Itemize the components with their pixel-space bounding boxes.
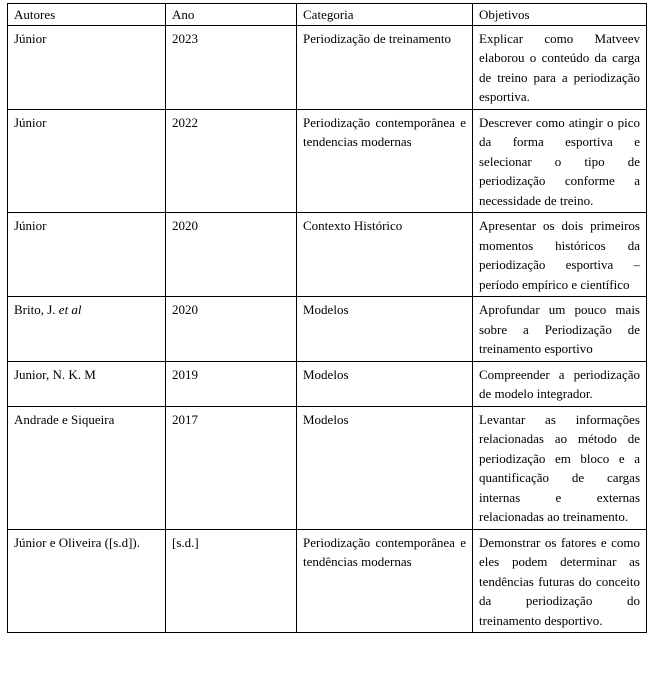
table-row xyxy=(8,297,647,362)
header-ano: Ano xyxy=(166,4,297,26)
cell-autor-name: Brito, J. xyxy=(14,302,56,317)
cell-autor: Andrade e Siqueira xyxy=(8,406,166,529)
cell-objetivo: Descrever como atingir o pico da forma esportiva e selecionar o tipo de periodização conforme a necessidade de treino. xyxy=(473,109,647,213)
cell-autor: Júnior xyxy=(8,213,166,297)
header-autores: Autores xyxy=(8,4,166,26)
cell-autor: Junior, N. K. M xyxy=(8,361,166,406)
table-row xyxy=(8,109,647,213)
cell-ano: [s.d.] xyxy=(166,529,297,633)
cell-ano: 2019 xyxy=(166,361,297,406)
cell-categoria: Periodização contemporânea e tendencias modernas xyxy=(297,109,473,213)
cell-ano: 2020 xyxy=(166,213,297,297)
cell-objetivo: Apresentar os dois primeiros momentos históricos da periodização esportiva – período empírico e científico xyxy=(473,213,647,297)
cell-objetivo: Compreender a periodização de modelo integrador. xyxy=(473,361,647,406)
cell-objetivo: Levantar as informações relacionadas ao método de periodização em bloco e a quantificação de cargas internas e externas relacionadas ao treinamento. xyxy=(473,406,647,529)
cell-ano: 2017 xyxy=(166,406,297,529)
cell-objetivo: Explicar como Matveev elaborou o conteúdo da carga de treino para a periodização esportiva. xyxy=(473,25,647,109)
header-categoria: Categoria xyxy=(297,4,473,26)
cell-objetivo: Aprofundar um pouco mais sobre a Periodização de treinamento esportivo xyxy=(473,297,647,362)
cell-categoria: Modelos xyxy=(297,361,473,406)
cell-categoria: Modelos xyxy=(297,297,473,362)
cell-categoria: Modelos xyxy=(297,406,473,529)
cell-categoria: Contexto Histórico xyxy=(297,213,473,297)
cell-ano: 2020 xyxy=(166,297,297,362)
cell-autor: Júnior xyxy=(8,109,166,213)
table-header-row xyxy=(8,4,647,26)
cell-autor: Júnior xyxy=(8,25,166,109)
header-objetivos: Objetivos xyxy=(473,4,647,26)
table-row xyxy=(8,213,647,297)
table-row xyxy=(8,25,647,109)
cell-autor-etal: et al xyxy=(58,302,82,317)
cell-autor: Júnior e Oliveira ([s.d]). xyxy=(8,529,166,633)
table-row xyxy=(8,529,647,633)
cell-categoria: Periodização de treinamento xyxy=(297,25,473,109)
cell-autor xyxy=(8,297,166,362)
literature-table xyxy=(7,3,647,633)
table-row xyxy=(8,361,647,406)
cell-ano: 2022 xyxy=(166,109,297,213)
cell-ano: 2023 xyxy=(166,25,297,109)
table-row xyxy=(8,406,647,529)
cell-categoria: Periodização contemporânea e tendências modernas xyxy=(297,529,473,633)
cell-objetivo: Demonstrar os fatores e como eles podem determinar as tendências futuras do conceito da periodização do treinamento desportivo. xyxy=(473,529,647,633)
